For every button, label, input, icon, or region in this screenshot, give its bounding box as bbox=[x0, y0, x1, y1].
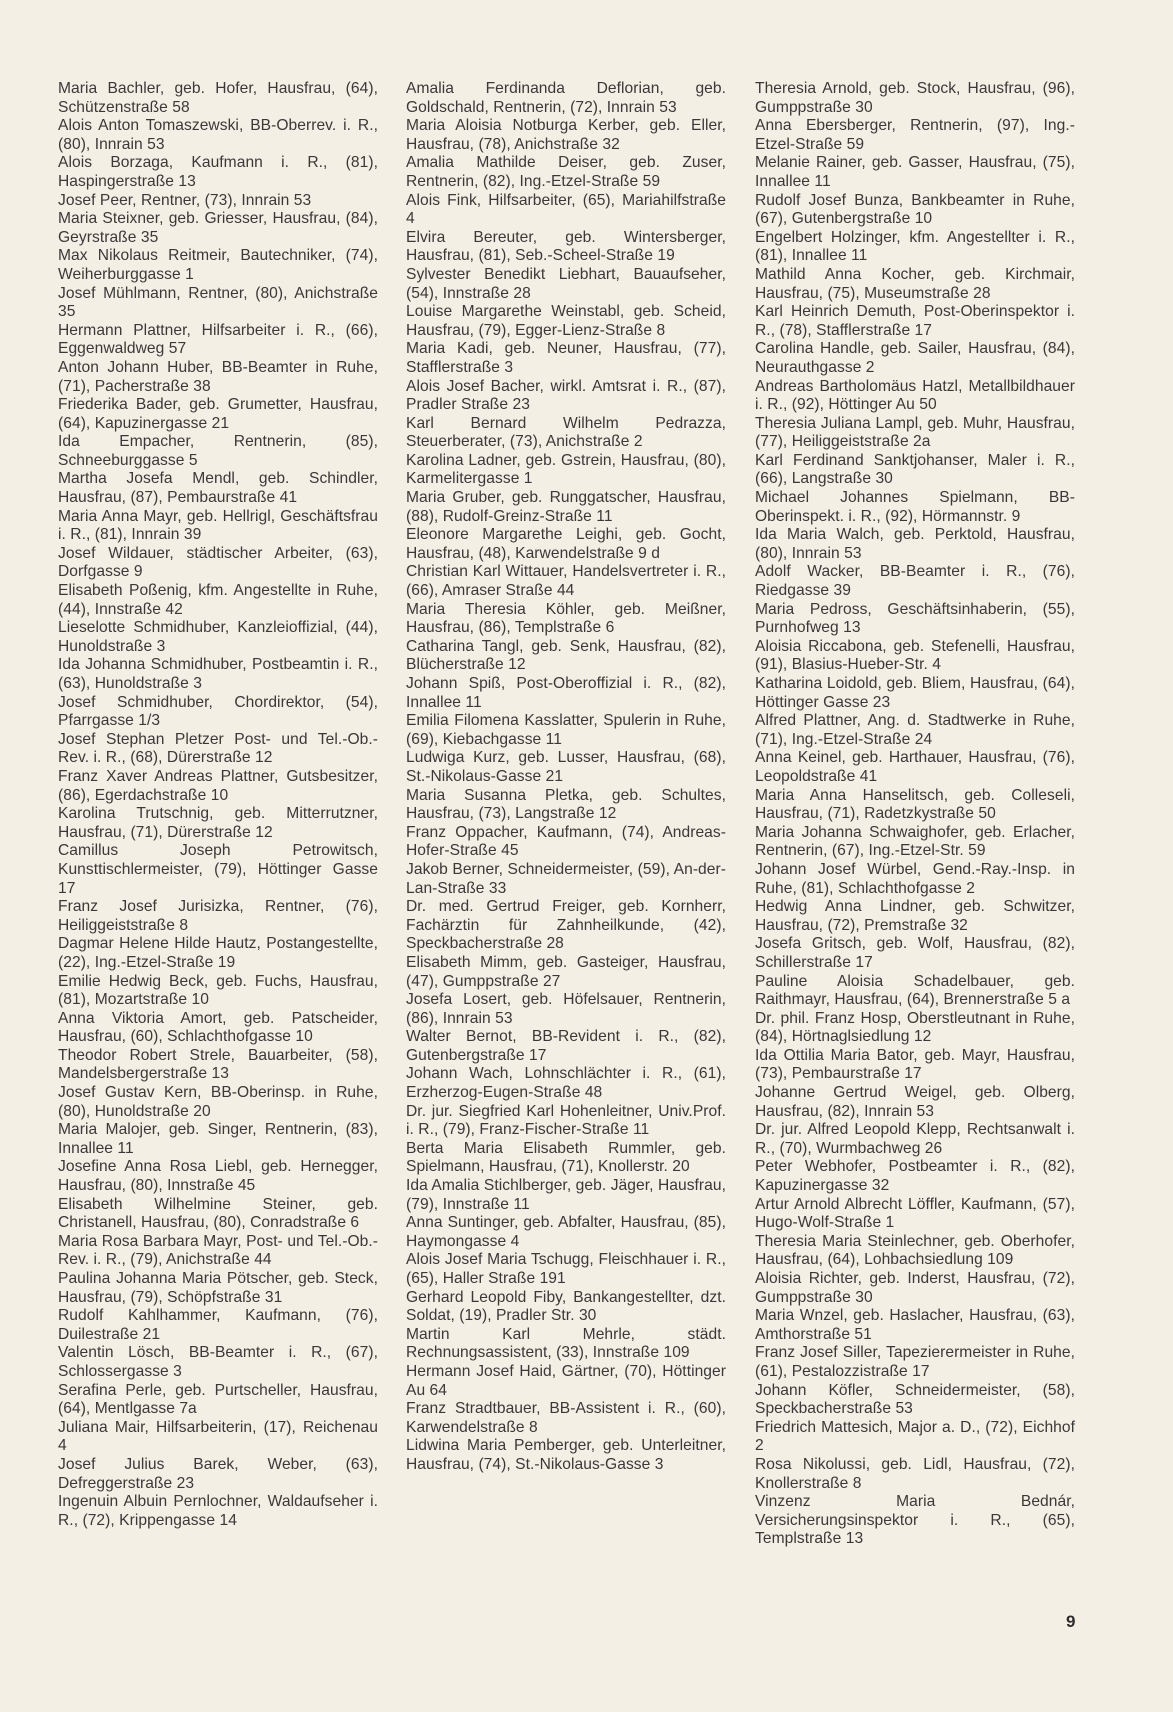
list-item: Karl Heinrich Demuth, Post-Oberinspektor i. R., (78), Stafflerstraße 17 bbox=[755, 303, 1075, 339]
list-item: Maria Johanna Schwaighofer, geb. Erlacher, Rentnerin, (67), Ing.-Etzel-Str. 59 bbox=[755, 823, 1075, 860]
list-item: Anna Keinel, geb. Harthauer, Hausfrau, (76), Leopoldstraße 41 bbox=[755, 749, 1075, 785]
list-item: Louise Margarethe Weinstabl, geb. Scheid, Hausfrau, (79), Egger-Lienz-Straße 8 bbox=[406, 303, 726, 339]
list-item: Katharina Loidold, geb. Bliem, Hausfrau, (64), Höttinger Gasse 23 bbox=[755, 675, 1075, 711]
list-item: Maria Rosa Barbara Mayr, Post- und Tel.-Ob.-Rev. i. R., (79), Anichstraße 44 bbox=[58, 1232, 378, 1269]
list-item: Serafina Perle, geb. Purtscheller, Hausfrau, (64), Mentlgasse 7a bbox=[58, 1381, 378, 1418]
list-item: Alois Josef Bacher, wirkl. Amtsrat i. R., (87), Pradler Straße 23 bbox=[406, 377, 726, 414]
list-item: Paulina Johanna Maria Pötscher, geb. Steck, Hausfrau, (79), Schöpfstraße 31 bbox=[58, 1270, 378, 1306]
list-item: Ingenuin Albuin Pernlochner, Waldaufseher i. R., (72), Krippengasse 14 bbox=[58, 1493, 378, 1529]
list-item: Alois Fink, Hilfsarbeiter, (65), Mariahilfstraße 4 bbox=[406, 191, 726, 228]
list-item: Engelbert Holzinger, kfm. Angestellter i. R., (81), Innallee 11 bbox=[755, 228, 1075, 265]
list-item: Catharina Tangl, geb. Senk, Hausfrau, (82), Blücherstraße 12 bbox=[406, 637, 726, 674]
list-item: Melanie Rainer, geb. Gasser, Hausfrau, (75), Innallee 11 bbox=[755, 154, 1075, 190]
list-item: Maria Bachler, geb. Hofer, Hausfrau, (64), Schützenstraße 58 bbox=[58, 80, 378, 116]
list-item: Aloisia Richter, geb. Inderst, Hausfrau, (72), Gumppstraße 30 bbox=[755, 1270, 1075, 1306]
list-item: Michael Johannes Spielmann, BB-Oberinspekt. i. R., (92), Hörmannstr. 9 bbox=[755, 489, 1075, 525]
list-item: Pauline Aloisia Schadelbauer, geb. Raithmayr, Hausfrau, (64), Brennerstraße 5 a bbox=[755, 972, 1075, 1009]
document-page bbox=[58, 80, 1080, 1640]
list-item: Rudolf Josef Bunza, Bankbeamter in Ruhe, (67), Gutenbergstraße 10 bbox=[755, 191, 1075, 228]
list-item: Karolina Trutschnig, geb. Mitterrutzner, Hausfrau, (71), Dürerstraße 12 bbox=[58, 805, 378, 841]
list-item: Mathild Anna Kocher, geb. Kirchmair, Hausfrau, (75), Museumstraße 28 bbox=[755, 265, 1075, 302]
list-item: Johanne Gertrud Weigel, geb. Olberg, Hausfrau, (82), Innrain 53 bbox=[755, 1084, 1075, 1120]
list-item: Karl Ferdinand Sanktjohanser, Maler i. R., (66), Langstraße 30 bbox=[755, 451, 1075, 488]
list-item: Camillus Joseph Petrowitsch, Kunsttischlermeister, (79), Höttinger Gasse 17 bbox=[58, 842, 378, 897]
list-item: Max Nikolaus Reitmeir, Bautechniker, (74), Weiherburggasse 1 bbox=[58, 247, 378, 283]
list-item: Martin Karl Mehrle, städt. Rechnungsassistent, (33), Innstraße 109 bbox=[406, 1325, 726, 1362]
list-item: Rudolf Kahlhammer, Kaufmann, (76), Duilestraße 21 bbox=[58, 1307, 378, 1343]
list-item: Elisabeth Wilhelmine Steiner, geb. Christanell, Hausfrau, (80), Conradstraße 6 bbox=[58, 1195, 378, 1232]
list-item: Johann Spiß, Post-Oberoffizial i. R., (82), Innallee 11 bbox=[406, 675, 726, 711]
list-item: Lieselotte Schmidhuber, Kanzleioffizial, (44), Hunoldstraße 3 bbox=[58, 619, 378, 655]
list-item: Emilia Filomena Kasslatter, Spulerin in Ruhe, (69), Kiebachgasse 11 bbox=[406, 712, 726, 748]
list-item: Maria Pedross, Geschäftsinhaberin, (55), Purnhofweg 13 bbox=[755, 600, 1075, 637]
list-item: Elvira Bereuter, geb. Wintersberger, Hausfrau, (81), Seb.-Scheel-Straße 19 bbox=[406, 228, 726, 265]
list-item: Maria Malojer, geb. Singer, Rentnerin, (83), Innallee 11 bbox=[58, 1121, 378, 1157]
list-item: Friedrich Mattesich, Major a. D., (72), Eichhof 2 bbox=[755, 1418, 1075, 1455]
list-item: Josef Schmidhuber, Chordirektor, (54), Pfarrgasse 1/3 bbox=[58, 693, 378, 730]
list-item: Josefine Anna Rosa Liebl, geb. Hernegger, Hausfrau, (80), Innstraße 45 bbox=[58, 1158, 378, 1195]
list-item: Karl Bernard Wilhelm Pedrazza, Steuerberater, (73), Anichstraße 2 bbox=[406, 414, 726, 451]
list-item: Martha Josefa Mendl, geb. Schindler, Hausfrau, (87), Pembaurstraße 41 bbox=[58, 470, 378, 507]
list-item: Hermann Plattner, Hilfsarbeiter i. R., (66), Eggenwaldweg 57 bbox=[58, 321, 378, 358]
list-item: Ludwiga Kurz, geb. Lusser, Hausfrau, (68), St.-Nikolaus-Gasse 21 bbox=[406, 749, 726, 785]
list-item: Jakob Berner, Schneidermeister, (59), An-der-Lan-Straße 33 bbox=[406, 860, 726, 897]
list-item: Emilie Hedwig Beck, geb. Fuchs, Hausfrau, (81), Mozartstraße 10 bbox=[58, 972, 378, 1009]
list-item: Hermann Josef Haid, Gärtner, (70), Höttinger Au 64 bbox=[406, 1362, 726, 1399]
column-3 bbox=[755, 80, 1075, 1549]
page-number: 9 bbox=[1066, 1612, 1076, 1631]
list-item: Franz Stradtbauer, BB-Assistent i. R., (60), Karwendelstraße 8 bbox=[406, 1400, 726, 1436]
list-item: Dr. med. Gertrud Freiger, geb. Kornherr, Fachärztin für Zahnheilkunde, (42), Speckbacherstraße 28 bbox=[406, 898, 726, 953]
list-item: Josef Mühlmann, Rentner, (80), Anichstraße 35 bbox=[58, 284, 378, 321]
list-item: Karolina Ladner, geb. Gstrein, Hausfrau, (80), Karmelitergasse 1 bbox=[406, 451, 726, 488]
list-item: Josef Julius Barek, Weber, (63), Defreggerstraße 23 bbox=[58, 1455, 378, 1492]
list-item: Anna Ebersberger, Rentnerin, (97), Ing.-Etzel-Straße 59 bbox=[755, 117, 1075, 153]
list-item: Juliana Mair, Hilfsarbeiterin, (17), Reichenau 4 bbox=[58, 1418, 378, 1455]
list-item: Theresia Maria Steinlechner, geb. Oberhofer, Hausfrau, (64), Lohbachsiedlung 109 bbox=[755, 1232, 1075, 1269]
list-item: Hedwig Anna Lindner, geb. Schwitzer, Hausfrau, (72), Premstraße 32 bbox=[755, 898, 1075, 934]
list-item: Ida Johanna Schmidhuber, Postbeamtin i. R., (63), Hunoldstraße 3 bbox=[58, 656, 378, 692]
list-item: Gerhard Leopold Fiby, Bankangestellter, dzt. Soldat, (19), Pradler Str. 30 bbox=[406, 1288, 726, 1325]
list-item: Maria Gruber, geb. Runggatscher, Hausfrau, (88), Rudolf-Greinz-Straße 11 bbox=[406, 489, 726, 525]
list-item: Alois Josef Maria Tschugg, Fleischhauer i. R., (65), Haller Straße 191 bbox=[406, 1251, 726, 1287]
list-item: Rosa Nikolussi, geb. Lidl, Hausfrau, (72), Knollerstraße 8 bbox=[755, 1455, 1075, 1492]
list-item: Theresia Juliana Lampl, geb. Muhr, Hausfrau, (77), Heiliggeiststraße 2a bbox=[755, 414, 1075, 451]
list-item: Maria Steixner, geb. Griesser, Hausfrau, (84), Geyrstraße 35 bbox=[58, 210, 378, 246]
list-item: Adolf Wacker, BB-Beamter i. R., (76), Riedgasse 39 bbox=[755, 563, 1075, 600]
list-item: Aloisia Riccabona, geb. Stefenelli, Hausfrau, (91), Blasius-Hueber-Str. 4 bbox=[755, 637, 1075, 674]
list-item: Lidwina Maria Pemberger, geb. Unterleitner, Hausfrau, (74), St.-Nikolaus-Gasse 3 bbox=[406, 1437, 726, 1473]
list-item: Franz Josef Jurisizka, Rentner, (76), Heiliggeiststraße 8 bbox=[58, 898, 378, 934]
list-item: Alfred Plattner, Ang. d. Stadtwerke in Ruhe, (71), Ing.-Etzel-Straße 24 bbox=[755, 712, 1075, 748]
list-item: Sylvester Benedikt Liebhart, Bauaufseher, (54), Innstraße 28 bbox=[406, 265, 726, 302]
list-item: Maria Anna Mayr, geb. Hellrigl, Geschäftsfrau i. R., (81), Innrain 39 bbox=[58, 507, 378, 544]
list-item: Maria Aloisia Notburga Kerber, geb. Eller, Hausfrau, (78), Anichstraße 32 bbox=[406, 117, 726, 153]
list-item: Maria Theresia Köhler, geb. Meißner, Hausfrau, (86), Templstraße 6 bbox=[406, 600, 726, 637]
list-item: Johann Wach, Lohnschlächter i. R., (61), Erzherzog-Eugen-Straße 48 bbox=[406, 1065, 726, 1102]
list-item: Maria Wnzel, geb. Haslacher, Hausfrau, (63), Amthorstraße 51 bbox=[755, 1307, 1075, 1343]
list-item: Maria Anna Hanselitsch, geb. Colleseli, Hausfrau, (71), Radetzkystraße 50 bbox=[755, 786, 1075, 823]
list-item: Alois Anton Tomaszewski, BB-Oberrev. i. R., (80), Innrain 53 bbox=[58, 117, 378, 153]
list-item: Dr. jur. Alfred Leopold Klepp, Rechtsanwalt i. R., (70), Wurmbachweg 26 bbox=[755, 1121, 1075, 1157]
list-item: Berta Maria Elisabeth Rummler, geb. Spielmann, Hausfrau, (71), Knollerstr. 20 bbox=[406, 1139, 726, 1176]
list-item: Ida Amalia Stichlberger, geb. Jäger, Hausfrau, (79), Innstraße 11 bbox=[406, 1177, 726, 1213]
list-item: Ida Empacher, Rentnerin, (85), Schneeburggasse 5 bbox=[58, 433, 378, 469]
list-item: Anton Johann Huber, BB-Beamter in Ruhe, (71), Pacherstraße 38 bbox=[58, 358, 378, 395]
list-item: Eleonore Margarethe Leighi, geb. Gocht, Hausfrau, (48), Karwendelstraße 9 d bbox=[406, 526, 726, 562]
list-item: Amalia Mathilde Deiser, geb. Zuser, Rentnerin, (82), Ing.-Etzel-Straße 59 bbox=[406, 154, 726, 190]
column-2 bbox=[406, 80, 726, 1475]
list-item: Johann Köfler, Schneidermeister, (58), Speckbacherstraße 53 bbox=[755, 1381, 1075, 1418]
list-item: Josefa Losert, geb. Höfelsauer, Rentnerin, (86), Innrain 53 bbox=[406, 991, 726, 1027]
list-item: Ida Maria Walch, geb. Perktold, Hausfrau, (80), Innrain 53 bbox=[755, 526, 1075, 562]
list-item: Theodor Robert Strele, Bauarbeiter, (58), Mandelsbergerstraße 13 bbox=[58, 1046, 378, 1083]
list-item: Johann Josef Würbel, Gend.-Ray.-Insp. in Ruhe, (81), Schlachthofgasse 2 bbox=[755, 860, 1075, 897]
list-item: Dr. phil. Franz Hosp, Oberstleutnant in Ruhe, (84), Hörtnaglsiedlung 12 bbox=[755, 1009, 1075, 1046]
list-item: Franz Oppacher, Kaufmann, (74), Andreas-Hofer-Straße 45 bbox=[406, 823, 726, 860]
list-item: Franz Xaver Andreas Plattner, Gutsbesitzer, (86), Egerdachstraße 10 bbox=[58, 767, 378, 804]
list-item: Alois Borzaga, Kaufmann i. R., (81), Haspingerstraße 13 bbox=[58, 154, 378, 190]
list-item: Elisabeth Mimm, geb. Gasteiger, Hausfrau, (47), Gumppstraße 27 bbox=[406, 953, 726, 990]
column-1 bbox=[58, 80, 378, 1530]
list-item: Andreas Bartholomäus Hatzl, Metallbildhauer i. R., (92), Höttinger Au 50 bbox=[755, 377, 1075, 414]
list-item: Artur Arnold Albrecht Löffler, Kaufmann, (57), Hugo-Wolf-Straße 1 bbox=[755, 1195, 1075, 1232]
list-item: Peter Webhofer, Postbeamter i. R., (82), Kapuzinergasse 32 bbox=[755, 1158, 1075, 1195]
list-item: Amalia Ferdinanda Deflorian, geb. Goldschald, Rentnerin, (72), Innrain 53 bbox=[406, 80, 726, 116]
list-item: Vinzenz Maria Bednár, Versicherungsinspektor i. R., (65), Templstraße 13 bbox=[755, 1493, 1075, 1548]
list-item: Friederika Bader, geb. Grumetter, Hausfrau, (64), Kapuzinergasse 21 bbox=[58, 396, 378, 432]
list-item: Josef Wildauer, städtischer Arbeiter, (63), Dorfgasse 9 bbox=[58, 544, 378, 581]
list-item: Josef Peer, Rentner, (73), Innrain 53 bbox=[58, 191, 312, 209]
list-item: Ida Ottilia Maria Bator, geb. Mayr, Hausfrau, (73), Pembaurstraße 17 bbox=[755, 1046, 1075, 1083]
list-item: Franz Josef Siller, Tapezierermeister in Ruhe, (61), Pestalozzistraße 17 bbox=[755, 1344, 1075, 1380]
list-item: Josef Gustav Kern, BB-Oberinsp. in Ruhe, (80), Hunoldstraße 20 bbox=[58, 1084, 378, 1120]
list-item: Anna Suntinger, geb. Abfalter, Hausfrau, (85), Haymongasse 4 bbox=[406, 1214, 726, 1250]
list-item: Elisabeth Poßenig, kfm. Angestellte in Ruhe, (44), Innstraße 42 bbox=[58, 582, 378, 618]
list-item: Walter Bernot, BB-Revident i. R., (82), Gutenbergstraße 17 bbox=[406, 1028, 726, 1064]
list-item: Josefa Gritsch, geb. Wolf, Hausfrau, (82), Schillerstraße 17 bbox=[755, 935, 1075, 971]
list-item: Carolina Handle, geb. Sailer, Hausfrau, (84), Neurauthgasse 2 bbox=[755, 340, 1075, 376]
list-item: Anna Viktoria Amort, geb. Patscheider, Hausfrau, (60), Schlachthofgasse 10 bbox=[58, 1009, 378, 1046]
list-item: Christian Karl Wittauer, Handelsvertreter i. R., (66), Amraser Straße 44 bbox=[406, 563, 726, 600]
list-item: Maria Susanna Pletka, geb. Schultes, Hausfrau, (73), Langstraße 12 bbox=[406, 786, 726, 823]
list-item: Valentin Lösch, BB-Beamter i. R., (67), Schlossergasse 3 bbox=[58, 1344, 378, 1380]
list-item: Dr. jur. Siegfried Karl Hohenleitner, Univ.Prof. i. R., (79), Franz-Fischer-Straße 11 bbox=[406, 1102, 726, 1139]
list-item: Josef Stephan Pletzer Post- und Tel.-Ob.-Rev. i. R., (68), Dürerstraße 12 bbox=[58, 730, 378, 767]
list-item: Theresia Arnold, geb. Stock, Hausfrau, (96), Gumppstraße 30 bbox=[755, 80, 1075, 116]
list-item: Dagmar Helene Hilde Hautz, Postangestellte, (22), Ing.-Etzel-Straße 19 bbox=[58, 935, 378, 971]
list-item: Maria Kadi, geb. Neuner, Hausfrau, (77), Stafflerstraße 3 bbox=[406, 340, 726, 376]
